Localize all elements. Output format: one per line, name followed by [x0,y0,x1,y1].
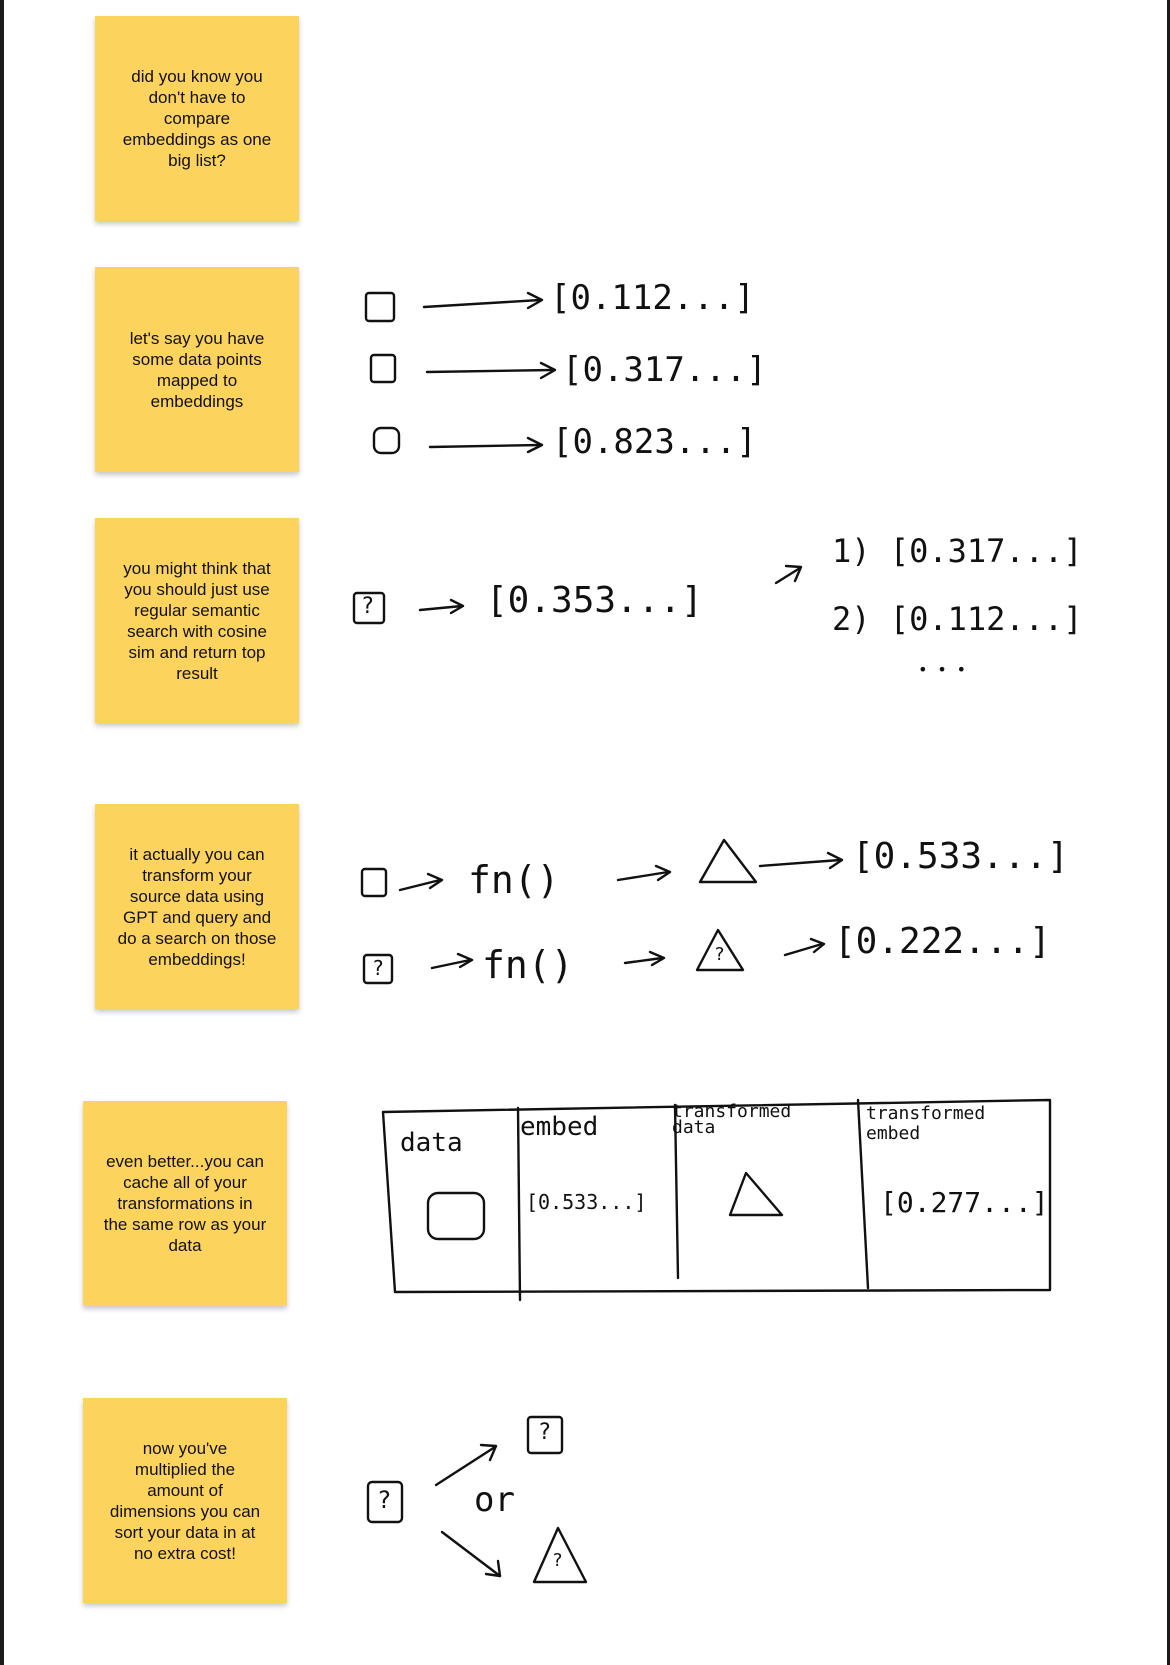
table-header-transformed-embed: transformed embed [866,1103,986,1144]
query-symbol: ? [377,1486,392,1514]
arrow-line [424,300,540,307]
ranked-result: 2) [0.112...] [832,600,1083,638]
ranked-result: 1) [0.317...] [832,532,1083,570]
sticky-note-text: let's say you have some data points mapped to embeddings [129,328,265,411]
transformed-embedding-vector: [0.533...] [852,836,1069,877]
sticky-note-text: did you know you don't have to compare embeddings as one big list? [122,67,272,170]
query-symbol: ? [361,594,375,619]
table-cell-transformed-embed: [0.277...] [880,1186,1049,1219]
query-vector: [0.353...] [486,580,703,621]
sticky-note-text: even better...you can cache all of your transformations in the same row as your data [103,1152,267,1255]
arrow-line [427,370,553,372]
table-header-embed: embed [520,1112,599,1142]
data-square-icon [362,869,386,896]
embedding-vector: [0.317...] [562,350,767,390]
transformed-triangle-icon [700,840,756,882]
table-cell-embed: [0.533...] [526,1190,647,1214]
embedding-vector: [0.823...] [552,422,757,462]
arrow-line [760,860,840,866]
table-header-data: data [400,1128,463,1158]
or-label: or [474,1480,515,1520]
transformed-triangle-icon [730,1173,782,1215]
transform-function-label: fn() [468,858,560,902]
results-ellipsis: • • • [918,660,967,679]
transform-function-label: fn() [482,943,574,987]
data-square-icon [366,293,394,321]
embedding-vector: [0.112...] [550,278,755,318]
query-symbol: ? [714,944,725,965]
arrow-line [442,1532,500,1576]
data-square-icon [374,428,399,453]
sticky-note-text: now you've multiplied the amount of dimensions you can sort your data in at no extra cost! [109,1438,261,1563]
data-square-icon [371,355,395,382]
table-header-transformed-data: transformed data [672,1101,792,1138]
arrow-line [430,445,540,447]
transformed-query-vector: [0.222...] [834,921,1051,962]
sticky-note-text: you might think that you should just use regular semantic search with cosine sim and return top result [123,558,271,683]
query-symbol: ? [372,956,385,980]
sticky-note-text: it actually you can transform your source data using GPT and query and do a search on those embeddings! [117,844,277,969]
query-symbol: ? [552,1550,563,1571]
query-symbol: ? [538,1420,552,1445]
data-square-icon [428,1193,484,1239]
